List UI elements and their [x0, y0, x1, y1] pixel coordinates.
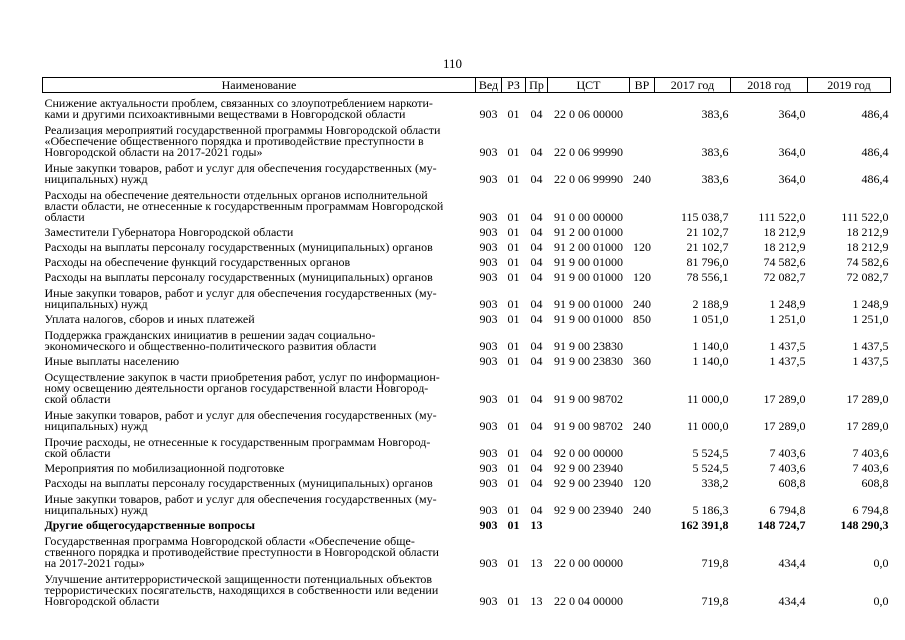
cell-pr: 04: [530, 460, 543, 475]
table-row: [43, 516, 891, 531]
cell-rz: 01: [507, 144, 520, 159]
cell-rz: 01: [507, 171, 520, 186]
cell-2017: 383,6: [701, 106, 729, 121]
cell-2019: 17 289,0: [846, 391, 889, 406]
cell-vr: 240: [633, 171, 651, 186]
cell-rz: 01: [507, 269, 520, 284]
cell-2019: 6 794,8: [852, 502, 889, 517]
cell-cst: 22 0 06 99990: [554, 171, 623, 186]
cell-rz: 01: [507, 517, 520, 532]
header-2018: 2018 год: [731, 78, 808, 93]
cell-vr: 120: [633, 269, 651, 284]
cell-vr: [630, 569, 655, 607]
header-rz: РЗ: [502, 78, 526, 93]
cell-cst: 91 2 00 01000: [554, 224, 623, 239]
cell-pr: 04: [530, 475, 543, 490]
cell-2017: 78 556,1: [686, 269, 729, 284]
cell-vr: [630, 531, 655, 569]
cell-rz: 01: [507, 254, 520, 269]
table-row: [43, 531, 891, 569]
table-row: [43, 489, 891, 516]
cell-2019: 74 582,6: [846, 254, 889, 269]
cell-2017: 2 188,9: [692, 296, 729, 311]
cell-name: Другие общегосударственные вопросы: [44, 517, 255, 532]
cell-name: Расходы на выплаты персоналу государственных (муниципальных) органов: [44, 239, 433, 254]
cell-cst: 92 9 00 23940: [554, 460, 623, 475]
cell-2019: 486,4: [861, 144, 889, 159]
cell-cst: 22 0 06 99990: [554, 144, 623, 159]
cell-ved: 903: [479, 391, 498, 406]
cell-name: Расходы на выплаты персоналу государственных (муниципальных) органов: [44, 269, 433, 284]
cell-2019: 486,4: [861, 106, 889, 121]
cell-ved: 903: [479, 460, 498, 475]
table-row: [43, 238, 891, 253]
cell-2019: 7 403,6: [852, 445, 889, 460]
cell-vr: [630, 432, 655, 459]
cell-2019: 148 290,3: [840, 517, 889, 532]
cell-2018: 18 212,9: [763, 239, 806, 254]
table-row: [43, 223, 891, 238]
cell-cst: [548, 516, 630, 531]
cell-cst: 92 0 00 00000: [554, 445, 623, 460]
table-row: [43, 253, 891, 268]
table-row: [43, 93, 891, 120]
cell-ved: 903: [479, 353, 498, 368]
cell-2018: 1 437,5: [769, 353, 806, 368]
cell-ved: 903: [479, 254, 498, 269]
cell-ved: 903: [479, 224, 498, 239]
cell-name: Иные закупки товаров, работ и услуг для обеспечения государственных (му- ниципальных) нужд: [44, 285, 437, 311]
cell-pr: 04: [530, 502, 543, 517]
cell-name: Прочие расходы, не отнесенные к государственным программам Новгород- ской области: [44, 434, 431, 460]
cell-2019: 72 082,7: [846, 269, 889, 284]
cell-rz: 01: [507, 593, 520, 608]
cell-ved: 903: [479, 593, 498, 608]
cell-name: Расходы на выплаты персоналу государственных (муниципальных) органов: [44, 475, 433, 490]
cell-name: Иные закупки товаров, работ и услуг для обеспечения государственных (му- ниципальных) нужд: [44, 160, 437, 186]
cell-2019: 1 437,5: [852, 353, 889, 368]
cell-2018: 7 403,6: [769, 460, 806, 475]
cell-name: Иные закупки товаров, работ и услуг для обеспечения государственных (му- ниципальных) нужд: [44, 407, 437, 433]
cell-ved: 903: [479, 144, 498, 159]
cell-name: Снижение актуальности проблем, связанных со злоупотреблением наркоти- ками и другими психоактивными веществами в Новгородской области: [44, 95, 433, 121]
cell-name: Иные выплаты населению: [44, 353, 180, 368]
cell-name: Государственная программа Новгородской области «Обеспечение обще- ственного порядка и противодействие преступности в Новгородской области на 2017-2021 годы»: [44, 533, 439, 570]
header-2019: 2019 год: [808, 78, 891, 93]
cell-vr: 360: [633, 353, 651, 368]
cell-pr: 04: [530, 209, 543, 224]
cell-vr: [630, 223, 655, 238]
cell-vr: [630, 325, 655, 352]
cell-pr: 04: [530, 144, 543, 159]
cell-vr: [630, 185, 655, 223]
cell-2017: 383,6: [701, 144, 729, 159]
cell-pr: 13: [530, 517, 543, 532]
cell-2018: 1 248,9: [769, 296, 806, 311]
cell-2017: 1 051,0: [692, 311, 729, 326]
cell-2018: 74 582,6: [763, 254, 806, 269]
cell-rz: 01: [507, 502, 520, 517]
cell-2019: 111 522,0: [841, 209, 889, 224]
cell-name: Расходы на обеспечение функций государственных органов: [44, 254, 351, 269]
table-header-row: [43, 78, 891, 93]
cell-pr: 04: [530, 239, 543, 254]
cell-2017: 383,6: [701, 171, 729, 186]
cell-name: Иные закупки товаров, работ и услуг для обеспечения государственных (му- ниципальных) нужд: [44, 491, 437, 517]
cell-vr: [630, 367, 655, 405]
cell-pr: 13: [530, 555, 543, 570]
cell-name: Улучшение антитеррористической защищенности потенциальных объектов террористических посягательств, находящихся в собственности или ведении Новгородской области: [44, 571, 439, 608]
cell-ved: 903: [479, 555, 498, 570]
cell-name: Расходы на обеспечение деятельности отдельных органов исполнительной власти области, не отнесенные к государственным программам Новгородской области: [44, 187, 444, 224]
table-row: [43, 158, 891, 185]
table-row: [43, 185, 891, 223]
table-row: [43, 268, 891, 283]
cell-2018: 6 794,8: [769, 502, 806, 517]
header-ved: Вед: [476, 78, 502, 93]
cell-2017: 719,8: [701, 593, 729, 608]
cell-2017: 1 140,0: [692, 353, 729, 368]
cell-name: Поддержка гражданских инициатив в решении задач социально- экономического и общественно-политического развития области: [44, 327, 377, 353]
cell-2017: 338,2: [701, 475, 729, 490]
cell-rz: 01: [507, 445, 520, 460]
cell-pr: 04: [530, 254, 543, 269]
cell-cst: 91 9 00 01000: [554, 254, 623, 269]
cell-cst: 91 9 00 23830: [554, 353, 623, 368]
cell-2018: 608,8: [778, 475, 806, 490]
cell-2019: 486,4: [861, 171, 889, 186]
cell-2018: 148 724,7: [757, 517, 806, 532]
cell-2018: 111 522,0: [758, 209, 806, 224]
cell-vr: [630, 459, 655, 474]
cell-2018: 364,0: [778, 106, 806, 121]
cell-2017: 162 391,8: [680, 517, 729, 532]
table-row: [43, 367, 891, 405]
cell-rz: 01: [507, 353, 520, 368]
cell-ved: 903: [479, 517, 498, 532]
table-row: [43, 432, 891, 459]
header-cst: ЦСТ: [548, 78, 630, 93]
cell-ved: 903: [479, 311, 498, 326]
cell-2017: 5 186,3: [692, 502, 729, 517]
cell-2018: 1 251,0: [769, 311, 806, 326]
cell-ved: 903: [479, 106, 498, 121]
cell-2018: 17 289,0: [763, 391, 806, 406]
cell-ved: 903: [479, 475, 498, 490]
cell-2017: 11 000,0: [686, 418, 729, 433]
cell-2019: 0,0: [873, 593, 889, 608]
cell-pr: 04: [530, 269, 543, 284]
cell-vr: 240: [633, 418, 651, 433]
cell-2019: 0,0: [873, 555, 889, 570]
cell-name: Мероприятия по мобилизационной подготовке: [44, 460, 285, 475]
cell-cst: 91 9 00 98702: [554, 391, 623, 406]
cell-2018: 17 289,0: [763, 418, 806, 433]
table-body: [43, 93, 891, 607]
cell-2017: 81 796,0: [686, 254, 729, 269]
cell-rz: 01: [507, 296, 520, 311]
cell-rz: 01: [507, 224, 520, 239]
cell-2018: 7 403,6: [769, 445, 806, 460]
cell-vr: 240: [633, 502, 651, 517]
cell-pr: 04: [530, 171, 543, 186]
cell-2019: 17 289,0: [846, 418, 889, 433]
cell-2017: 11 000,0: [686, 391, 729, 406]
cell-ved: 903: [479, 502, 498, 517]
cell-rz: 01: [507, 311, 520, 326]
cell-vr: [630, 93, 655, 120]
cell-rz: 01: [507, 391, 520, 406]
cell-cst: 91 9 00 01000: [554, 311, 623, 326]
cell-name: Осуществление закупок в части приобретения работ, услуг по информацион- ному освещению деятельности органов государственной власти Новгород- ской области: [44, 369, 440, 406]
cell-2017: 1 140,0: [692, 338, 729, 353]
cell-name: Заместители Губернатора Новгородской области: [44, 224, 294, 239]
cell-pr: 04: [530, 106, 543, 121]
cell-pr: 04: [530, 296, 543, 311]
cell-pr: 04: [530, 445, 543, 460]
cell-name: Реализация мероприятий государственной программы Новгородской области «Обеспечение общественного порядка и противодействие преступности в Новгородской области на 2017-2021 годы»: [44, 122, 441, 159]
table-row: [43, 310, 891, 325]
table-row: [43, 120, 891, 158]
cell-rz: 01: [507, 209, 520, 224]
cell-vr: [630, 253, 655, 268]
cell-rz: 01: [507, 338, 520, 353]
page-number: 110: [442, 56, 463, 71]
cell-ved: 903: [479, 296, 498, 311]
cell-rz: 01: [507, 475, 520, 490]
table-row: [43, 352, 891, 367]
cell-ved: 903: [479, 418, 498, 433]
cell-2019: 18 212,9: [846, 239, 889, 254]
header-2017: 2017 год: [655, 78, 731, 93]
cell-2019: 1 248,9: [852, 296, 889, 311]
cell-2019: 608,8: [861, 475, 889, 490]
cell-2018: 434,4: [778, 555, 806, 570]
cell-ved: 903: [479, 445, 498, 460]
cell-pr: 04: [530, 418, 543, 433]
cell-cst: 91 9 00 23830: [554, 338, 623, 353]
cell-2018: 364,0: [778, 171, 806, 186]
cell-cst: 22 0 04 00000: [554, 593, 623, 608]
cell-pr: 13: [530, 593, 543, 608]
table-row: [43, 474, 891, 489]
cell-ved: 903: [479, 338, 498, 353]
cell-rz: 01: [507, 460, 520, 475]
cell-ved: 903: [479, 269, 498, 284]
cell-2017: 21 102,7: [686, 239, 729, 254]
cell-2017: 5 524,5: [692, 445, 729, 460]
cell-2018: 72 082,7: [763, 269, 806, 284]
cell-2018: 1 437,5: [769, 338, 806, 353]
cell-rz: 01: [507, 106, 520, 121]
cell-cst: 91 9 00 98702: [554, 418, 623, 433]
cell-2017: 5 524,5: [692, 460, 729, 475]
budget-table: [42, 77, 891, 607]
cell-2018: 434,4: [778, 593, 806, 608]
cell-vr: [630, 120, 655, 158]
cell-vr: 120: [633, 239, 651, 254]
cell-cst: 91 2 00 01000: [554, 239, 623, 254]
cell-pr: 04: [530, 338, 543, 353]
cell-vr: 120: [633, 475, 651, 490]
cell-pr: 04: [530, 391, 543, 406]
cell-pr: 04: [530, 311, 543, 326]
cell-2018: 364,0: [778, 144, 806, 159]
table-row: [43, 283, 891, 310]
table-row: [43, 325, 891, 352]
cell-cst: 22 0 06 00000: [554, 106, 623, 121]
header-name: Наименование: [43, 78, 476, 93]
header-pr: Пр: [526, 78, 548, 93]
header-vr: ВР: [630, 78, 655, 93]
cell-rz: 01: [507, 239, 520, 254]
cell-vr: 850: [633, 311, 651, 326]
cell-2019: 18 212,9: [846, 224, 889, 239]
cell-2019: 7 403,6: [852, 460, 889, 475]
cell-2019: 1 251,0: [852, 311, 889, 326]
table-row: [43, 459, 891, 474]
cell-2017: 21 102,7: [686, 224, 729, 239]
table-row: [43, 569, 891, 607]
cell-2017: 115 038,7: [680, 209, 729, 224]
cell-vr: [630, 516, 655, 531]
cell-rz: 01: [507, 555, 520, 570]
cell-cst: 91 0 00 00000: [554, 209, 623, 224]
cell-2018: 18 212,9: [763, 224, 806, 239]
cell-2019: 1 437,5: [852, 338, 889, 353]
cell-cst: 91 9 00 01000: [554, 296, 623, 311]
cell-name: Уплата налогов, сборов и иных платежей: [44, 311, 255, 326]
cell-pr: 04: [530, 353, 543, 368]
cell-cst: 92 9 00 23940: [554, 475, 623, 490]
cell-ved: 903: [479, 209, 498, 224]
cell-ved: 903: [479, 239, 498, 254]
table-row: [43, 405, 891, 432]
cell-cst: 92 9 00 23940: [554, 502, 623, 517]
cell-cst: 22 0 00 00000: [554, 555, 623, 570]
cell-pr: 04: [530, 224, 543, 239]
cell-rz: 01: [507, 418, 520, 433]
cell-2017: 719,8: [701, 555, 729, 570]
cell-cst: 91 9 00 01000: [554, 269, 623, 284]
cell-ved: 903: [479, 171, 498, 186]
cell-vr: 240: [633, 296, 651, 311]
